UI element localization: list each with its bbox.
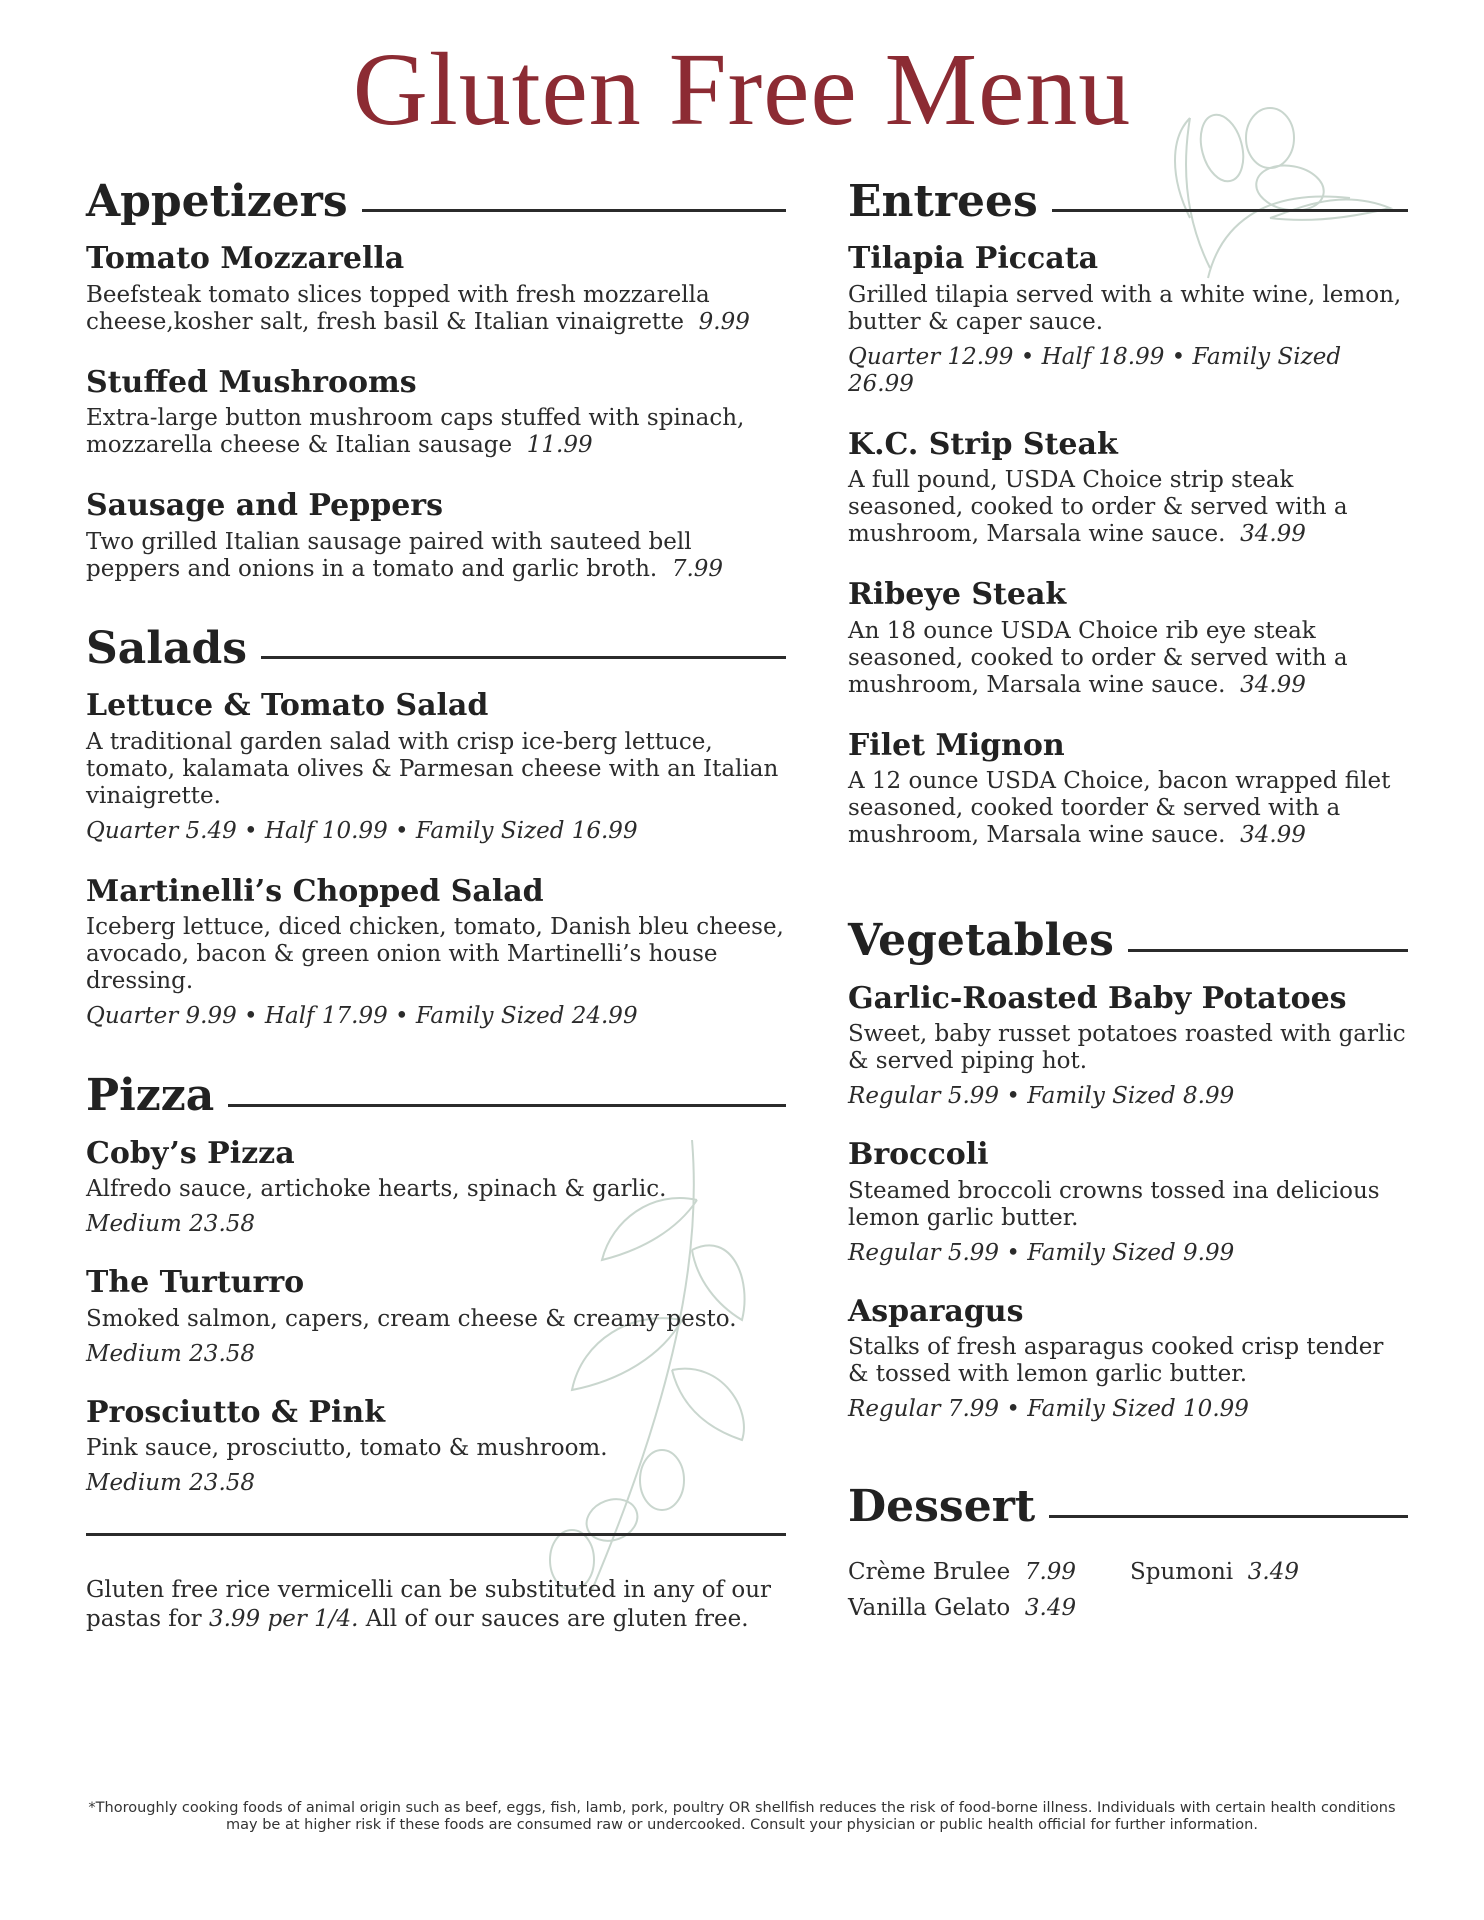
section-heading: Appetizers [86,176,348,227]
food-safety-disclaimer [80,1800,1404,1834]
item-description: Beefsteak tomato slices topped with fresh mozzarella cheese,kosher salt, fresh basil & Italian vinaigrette [86,281,710,335]
item-name: Coby’s Pizza [86,1135,295,1171]
item-name: Ribeye Steak [848,577,1067,613]
item-name: Tilapia Piccata [848,241,1099,277]
menu-item [848,576,1408,699]
item-description: Smoked salmon, capers, cream cheese & creamy pesto. [86,1305,737,1332]
menu-item [848,1293,1408,1424]
section-heading: Salads [86,622,248,674]
section-heading: Vegetables [848,915,1114,967]
section-heading: Pizza [86,1070,215,1122]
item-prices: Medium 23.58 [86,1211,256,1238]
item-prices: Quarter 5.49 • Half 10.99 • Family Sized 16.99 [86,817,638,844]
substitution-note [86,1576,786,1634]
menu-item [86,364,786,460]
item-prices: Medium 23.58 [86,1470,256,1497]
item-name: Prosciutto & Pink [86,1394,385,1430]
heading-rule [1049,1515,1408,1518]
item-description: A full pound, USDA Choice strip steak seasoned, cooked to order & served with a mushroom, Marsala wine sauce. [848,467,1348,548]
item-price: 7.99 [671,555,724,582]
item-prices: Regular 5.99 • Family Sized 8.99 [848,1083,1235,1110]
dessert-item [848,1594,1130,1622]
menu-item [86,687,786,845]
item-description: Grilled tilapia served with a white wine, lemon, butter & caper sauce. [848,281,1402,335]
menu-item [848,426,1408,549]
menu-item [86,1135,786,1239]
menu-item [86,1394,786,1498]
right-column [848,178,1408,1622]
menu-item [848,240,1408,398]
item-name: K.C. Strip Steak [848,426,1118,462]
item-description: Pink sauce, prosciutto, tomato & mushroom. [86,1435,608,1462]
heading-rule [1052,209,1408,212]
section-heading: Entrees [848,176,1038,227]
item-name: Garlic-Roasted Baby Potatoes [848,980,1347,1016]
item-name: Filet Mignon [848,727,1065,763]
menu-title: Gluten Free Menu [352,32,1132,147]
item-prices: Regular 5.99 • Family Sized 9.99 [848,1239,1235,1266]
heading-rule [1128,949,1408,952]
vegetables-header [848,917,1408,965]
menu-item [86,240,786,336]
item-price: 11.99 [526,432,593,459]
dessert-price: 3.49 [1024,1594,1077,1621]
dessert-name: Spumoni [1130,1558,1234,1585]
note-price: 3.99 per 1/4. [208,1606,359,1633]
item-description: Sweet, baby russet potatoes roasted with garlic & served piping hot. [848,1021,1406,1075]
item-description: A traditional garden salad with crisp ice-berg lettuce, tomato, kalamata olives & Parmesan cheese with an Italian vinaigrette. [86,728,779,809]
item-description: A 12 ounce USDA Choice, bacon wrapped filet seasoned, cooked toorder & served with a mushroom, Marsala wine sauce. [848,768,1391,849]
item-prices: Regular 7.99 • Family Sized 10.99 [848,1396,1249,1423]
heading-rule [228,1104,786,1107]
menu-item [848,1136,1408,1267]
dessert-item [1130,1558,1408,1586]
salads-header [86,622,786,674]
disclaimer-line: may be at higher risk if these foods are consumed raw or undercooked. Consult your physician or public health official for further information. [226,1817,1258,1833]
menu-item [86,487,786,583]
menu-item [848,727,1408,850]
item-name: Tomato Mozzarella [86,241,405,277]
item-description: Steamed broccoli crowns tossed ina delicious lemon garlic butter. [848,1177,1380,1231]
heading-rule [261,656,786,659]
heading-rule [362,209,786,212]
dessert-header [848,1483,1408,1531]
item-price: 34.99 [1240,671,1306,698]
item-price: 34.99 [1240,521,1306,548]
item-name: Stuffed Mushrooms [86,364,417,400]
item-description: Two grilled Italian sausage paired with sauteed bell peppers and onions in a tomato and garlic broth. [86,528,692,582]
item-description: Stalks of fresh asparagus cooked crisp tender & tossed with lemon garlic butter. [848,1334,1384,1388]
item-prices: Quarter 12.99 • Half 18.99 • Family Sized 26.99 [848,343,1342,397]
item-price: 9.99 [698,308,750,335]
menu-item [848,980,1408,1111]
dessert-item [848,1558,1130,1586]
dessert-price: 3.49 [1247,1558,1299,1585]
entrees-header [848,178,1408,226]
dessert-list [848,1558,1408,1622]
dessert-name: Vanilla Gelato [848,1594,1011,1621]
note-text: All of our sauces are gluten free. [365,1606,749,1633]
dessert-price: 7.99 [1024,1558,1077,1585]
item-name: The Turturro [86,1265,305,1301]
disclaimer-line: *Thoroughly cooking foods of animal origin such as beef, eggs, fish, lamb, pork, poultry OR shellfish reduces the risk of food-borne illness. Individuals with certain health conditions [88,1800,1396,1816]
item-name: Broccoli [848,1137,989,1173]
divider [86,1533,786,1536]
item-name: Sausage and Peppers [86,488,443,524]
note-text: Gluten free rice vermicelli can be substituted in any of our pastas for [86,1577,772,1633]
item-description: An 18 ounce USDA Choice rib eye steak seasoned, cooked to order & served with a mushroom, Marsala wine sauce. [848,617,1348,698]
section-heading: Dessert [848,1481,1036,1533]
item-prices: Quarter 9.99 • Half 17.99 • Family Sized 24.99 [86,1003,638,1030]
menu-item [86,873,786,1031]
item-name: Martinelli’s Chopped Salad [86,873,544,909]
item-prices: Medium 23.58 [86,1340,256,1367]
item-description: Alfredo sauce, artichoke hearts, spinach & garlic. [86,1176,667,1203]
dessert-name: Crème Brulee [848,1558,1011,1585]
appetizers-header [86,178,786,226]
item-description: Extra-large button mushroom caps stuffed with spinach, mozzarella cheese & Italian sausage [86,405,745,459]
item-description: Iceberg lettuce, diced chicken, tomato, Danish bleu cheese, avocado, bacon & green onion with Martinelli’s house dressing. [86,914,784,995]
menu-item [86,1264,786,1368]
item-name: Asparagus [848,1293,1024,1329]
item-name: Lettuce & Tomato Salad [86,688,489,724]
pizza-header [86,1072,786,1120]
left-column [86,178,786,1657]
item-price: 34.99 [1240,822,1306,849]
